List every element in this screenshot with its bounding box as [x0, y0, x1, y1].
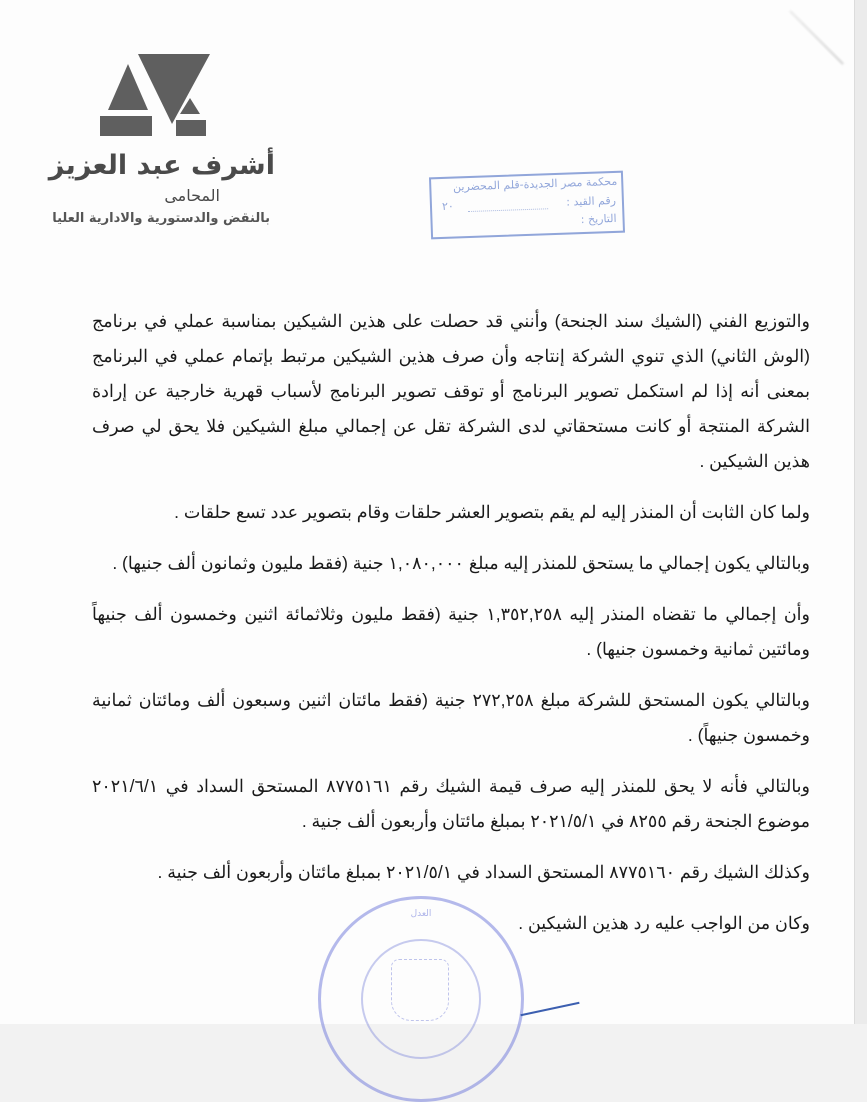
seal-label: العدل: [410, 909, 432, 919]
lawyer-title: المحامى: [164, 186, 220, 205]
stamp-dotted-line: [468, 208, 548, 212]
court-stamp-reg-no: رقم القيد :: [566, 193, 617, 209]
paragraph-1: والتوزيع الفني (الشيك سند الجنحة) وأنني قد حصلت على هذين الشيكين بمناسبة عملي في برنامج (الوش الثاني) الذي تنوي الشركة إنتاجه وأن صرف هذين الشيكين مرتبط بإتمام عملي في البرنامج بمعنى أنه إذا لم استكمل تصوير البرنامج أو توقف تصوير البرنامج لأسباب قهرية خارجية عن إرادة الشركة المنتجة أو كانت مستحقاتي لدى الشركة تقل عن إجمالي مبلغ الشيكين فلا يحق لي صرف هذين الشيكين .: [92, 311, 810, 471]
paragraph-2: ولما كان الثابت أن المنذر إليه لم يقم بتصوير العشر حلقات وقام بتصوير عدد تسع حلقات .: [174, 502, 810, 522]
eagle-emblem-icon: [391, 959, 449, 1021]
letterhead: [48, 50, 275, 240]
letter-body: [92, 304, 810, 941]
paragraph-6: وبالتالي فأنه لا يحق للمنذر إليه صرف قيمة الشيك رقم ٨٧٧٥١٦١ المستحق السداد في ٢٠٢١/٦/١ موضوع الجنحة رقم ٨٢٥٥ في ٢٠٢١/٥/١ بمبلغ مائتان وأربعون ألف جنية .: [92, 776, 810, 831]
paragraph-7: وكذلك الشيك رقم ٨٧٧٥١٦٠ المستحق السداد في ٢٠٢١/٥/١ بمبلغ مائتان وأربعون ألف جنية .: [157, 862, 810, 882]
court-stamp-court: محكمة مصر الجديدة-قلم المحضرين: [452, 174, 618, 194]
court-stamp-year: ٢٠: [441, 199, 455, 213]
court-stamp-date: التاريخ :: [580, 211, 617, 227]
paragraph-4: وأن إجمالي ما تقضاه المنذر إليه ١,٣٥٢,٢٥٨ جنية (فقط مليون وثلاثمائة اثنين وخمسون ألف جنيهاً ومائتين ثمانية وخمسون جنيها) .: [92, 604, 810, 659]
lawyer-name: أشرف عبد العزيز: [48, 150, 275, 181]
lawyer-specialty: بالنقض والدستورية والادارية العليا: [52, 211, 270, 226]
paragraph-8: وكان من الواجب عليه رد هذين الشيكين .: [518, 913, 810, 933]
page-edge: [854, 0, 867, 1024]
logo-mark-icon: [100, 50, 212, 140]
court-stamp: [429, 171, 625, 240]
paragraph-5: وبالتالي يكون المستحق للشركة مبلغ ٢٧٢,٢٥٨ جنية (فقط مائتان اثنين وسبعون ألف ومائتان ثمانية وخمسون جنيهاً) .: [92, 690, 810, 745]
paragraph-3: وبالتالي يكون إجمالي ما يستحق للمنذر إليه مبلغ ١,٠٨٠,٠٠٠ جنية (فقط مليون وثمانون ألف جنيها) .: [112, 553, 810, 573]
